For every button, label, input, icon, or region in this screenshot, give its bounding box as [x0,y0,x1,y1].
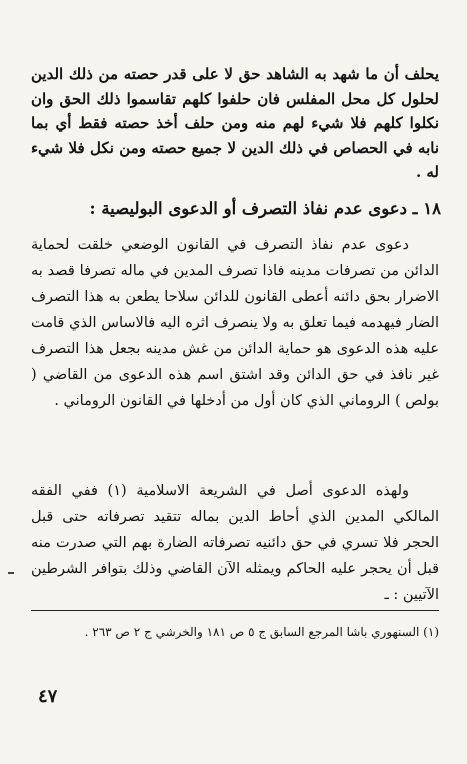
paragraph-text: دعوى عدم نفاذ التصرف في القانون الوضعي خلقت لحماية الدائن من تصرفات مدينه فاذا تصرف المدين في ماله تصرفا قصد به الاضرار بحق دائنه أعطى القانون للدائن سلاحا يطعن به هذا التصرف الضار فيهدمه فيما تعلق به ولا ينصرف اثره اليه فالاساس الذي قامت عليه هذه الدعوى هو حماية الدائن من غش مدينه بجعل هذا التصرف غير نافذ في حق الدائن وقد اشتق اسم هذه الدعوى من القاضي ( بولص ) الروماني الذي كان أول من أدخلها في القانون الروماني . [31,237,439,409]
paragraph-text: ولهذه الدعوى أصل في الشريعة الاسلامية (١) ففي الفقه المالكي المدين الذي أحاط الدين بماله تتقيد تصرفاته حتى قبل الحجر فلا تسري في حق دائنيه تصرفاته الضارة بهم التي صدرت منه قبل أن يحجر عليه الحاكم ويمثله الآن القاضي وذلك بتوافر الشرطين الآتيين : ـ [31,483,439,603]
footnote: (١) السنهوري باشا المرجع السابق ج ٥ ص ١٨١ والخرشي ج ٢ ص ٢٦٣ . [84,625,439,639]
page-number: ٤٧ [38,686,58,707]
paragraph-islamic-law [31,478,439,608]
section-heading: ١٨ ـ دعوى عدم نفاذ التصرف أو الدعوى البوليصية : [89,199,441,218]
paragraph-continuation: يحلف أن ما شهد به الشاهد حق لا على قدر حصته من ذلك الدين لحلول كل محل المفلس فان حلفوا كلهم تقاسموا ذلك الحق وان نكلوا كلهم فلا شيء لهم منه ومن حلف أخذ حصته فقط أي بما نابه في الحصاص في ذلك الدين لا جميع حصته ومن نكل فلا شيء له . [31,65,439,181]
paragraph-actio-pauliana [31,232,439,414]
footnote-divider [31,610,439,611]
scan-mark [8,572,14,574]
